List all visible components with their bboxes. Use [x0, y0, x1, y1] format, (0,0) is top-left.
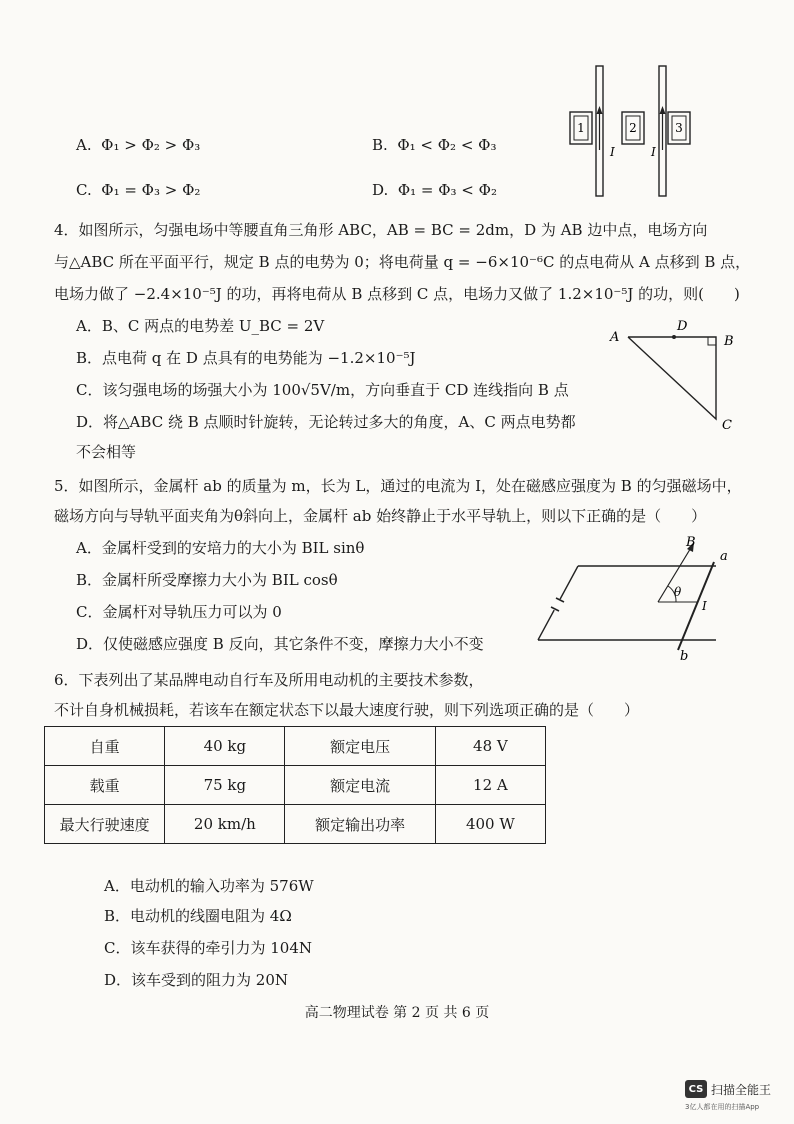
table-cell: 75 kg: [165, 766, 285, 805]
table-cell: 12 A: [435, 766, 545, 805]
scanner-watermark: [685, 1080, 771, 1098]
q3-option-c: C. Φ₁ = Φ₃ > Φ₂: [76, 181, 201, 199]
q6-option-c: C．该车获得的牵引力为 104N: [104, 939, 313, 957]
label-a: a: [720, 549, 728, 564]
q5-stem-line1: 5．如图所示，金属杆 ab 的质量为 m，长为 L，通过的电流为 I，处在磁感应强度为 B 的匀强磁场中，: [54, 477, 742, 495]
q4-option-d-cont: 不会相等: [76, 443, 137, 461]
table-cell: 额定输出功率: [285, 805, 435, 844]
table-cell: 额定电压: [285, 727, 435, 766]
spec-table: [44, 726, 546, 844]
q6-option-d: D．该车受到的阻力为 20N: [104, 971, 289, 989]
q5-option-c: C．金属杆对导轨压力可以为 0: [76, 603, 282, 621]
label-current: I: [702, 599, 707, 613]
q4-figure: [604, 315, 744, 435]
q3-option-d: D. Φ₁ = Φ₃ < Φ₂: [372, 181, 497, 199]
vertex-d: D: [677, 319, 688, 334]
page-footer: 高二物理试卷 第 2 页 共 6 页: [304, 1005, 490, 1021]
q3-figure: [560, 60, 700, 200]
q5-stem-line2: 磁场方向与导轨平面夹角为θ斜向上，金属杆 ab 始终静止于水平导轨上，则以下正确的是（ ）: [54, 507, 707, 525]
table-row: [45, 727, 546, 766]
q4-stem-line1: 4．如图所示，匀强电场中等腰直角三角形 ABC，AB = BC = 2dm，D 为 AB 边中点，电场方向: [54, 221, 708, 239]
table-cell: 400 W: [435, 805, 545, 844]
q4-option-d: D．将△ABC 绕 B 点顺时针旋转，无论转过多大的角度，A、C 两点电势都: [76, 413, 576, 431]
coil-label-1: 1: [577, 121, 585, 135]
table-row: [45, 766, 546, 805]
table-cell: 自重: [45, 727, 165, 766]
coil-label-2: 2: [629, 121, 637, 135]
current-label-2: I: [651, 145, 656, 159]
q4-option-c: C．该匀强电场的场强大小为 100√5V/m，方向垂直于 CD 连线指向 B 点: [76, 381, 569, 399]
vertex-c: C: [722, 418, 732, 433]
q4-option-b: B．点电荷 q 在 D 点具有的电势能为 −1.2×10⁻⁵J: [76, 349, 416, 367]
label-theta: θ: [674, 585, 682, 599]
q4-option-a: A．B、C 两点的电势差 U_BC = 2V: [76, 317, 325, 335]
current-label-1: I: [610, 145, 615, 159]
table-row: [45, 805, 546, 844]
q5-option-d: D．仅使磁感应强度 B 反向，其它条件不变，摩擦力大小不变: [76, 635, 484, 653]
table-cell: 48 V: [435, 727, 545, 766]
q3-option-b: B. Φ₁ < Φ₂ < Φ₃: [372, 136, 497, 154]
q4-stem-line3: 电场力做了 −2.4×10⁻⁵J 的功，再将电荷从 B 点移到 C 点，电场力又做了 1.2×10⁻⁵J 的功，则( ): [54, 285, 740, 303]
label-b-field: B: [686, 535, 696, 550]
coil-label-3: 3: [675, 121, 683, 135]
table-cell: 额定电流: [285, 766, 435, 805]
q6-option-b: B．电动机的线圈电阻为 4Ω: [104, 907, 292, 925]
q6-stem-line1: 6．下表列出了某品牌电动自行车及所用电动机的主要技术参数，: [54, 671, 484, 689]
table-cell: 20 km/h: [165, 805, 285, 844]
q6-stem-line2: 不计自身机械损耗，若该车在额定状态下以最大速度行驶，则下列选项正确的是（ ）: [54, 701, 640, 719]
scanner-app-name: 扫描全能王: [711, 1082, 772, 1097]
q3-option-a: A. Φ₁ > Φ₂ > Φ₃: [76, 136, 201, 154]
table-cell: 载重: [45, 766, 165, 805]
table-cell: 最大行驶速度: [45, 805, 165, 844]
scanner-slogan: 3亿人都在用的扫描App: [685, 1103, 760, 1111]
vertex-b: B: [724, 334, 734, 349]
vertex-a: A: [610, 330, 620, 345]
cs-logo-icon: CS: [685, 1080, 707, 1098]
q4-stem-line2: 与△ABC 所在平面平行，规定 B 点的电势为 0；将电荷量 q = −6×10⁻⁶C 的点电荷从 A 点移到 B 点，: [54, 253, 751, 271]
table-cell: 40 kg: [165, 727, 285, 766]
q5-option-a: A．金属杆受到的安培力的大小为 BIL sinθ: [76, 539, 365, 557]
q5-option-b: B．金属杆所受摩擦力大小为 BIL cosθ: [76, 571, 338, 589]
label-b-end: b: [680, 649, 689, 664]
q5-figure: [526, 532, 726, 662]
q6-option-a: A．电动机的输入功率为 576W: [104, 877, 314, 895]
